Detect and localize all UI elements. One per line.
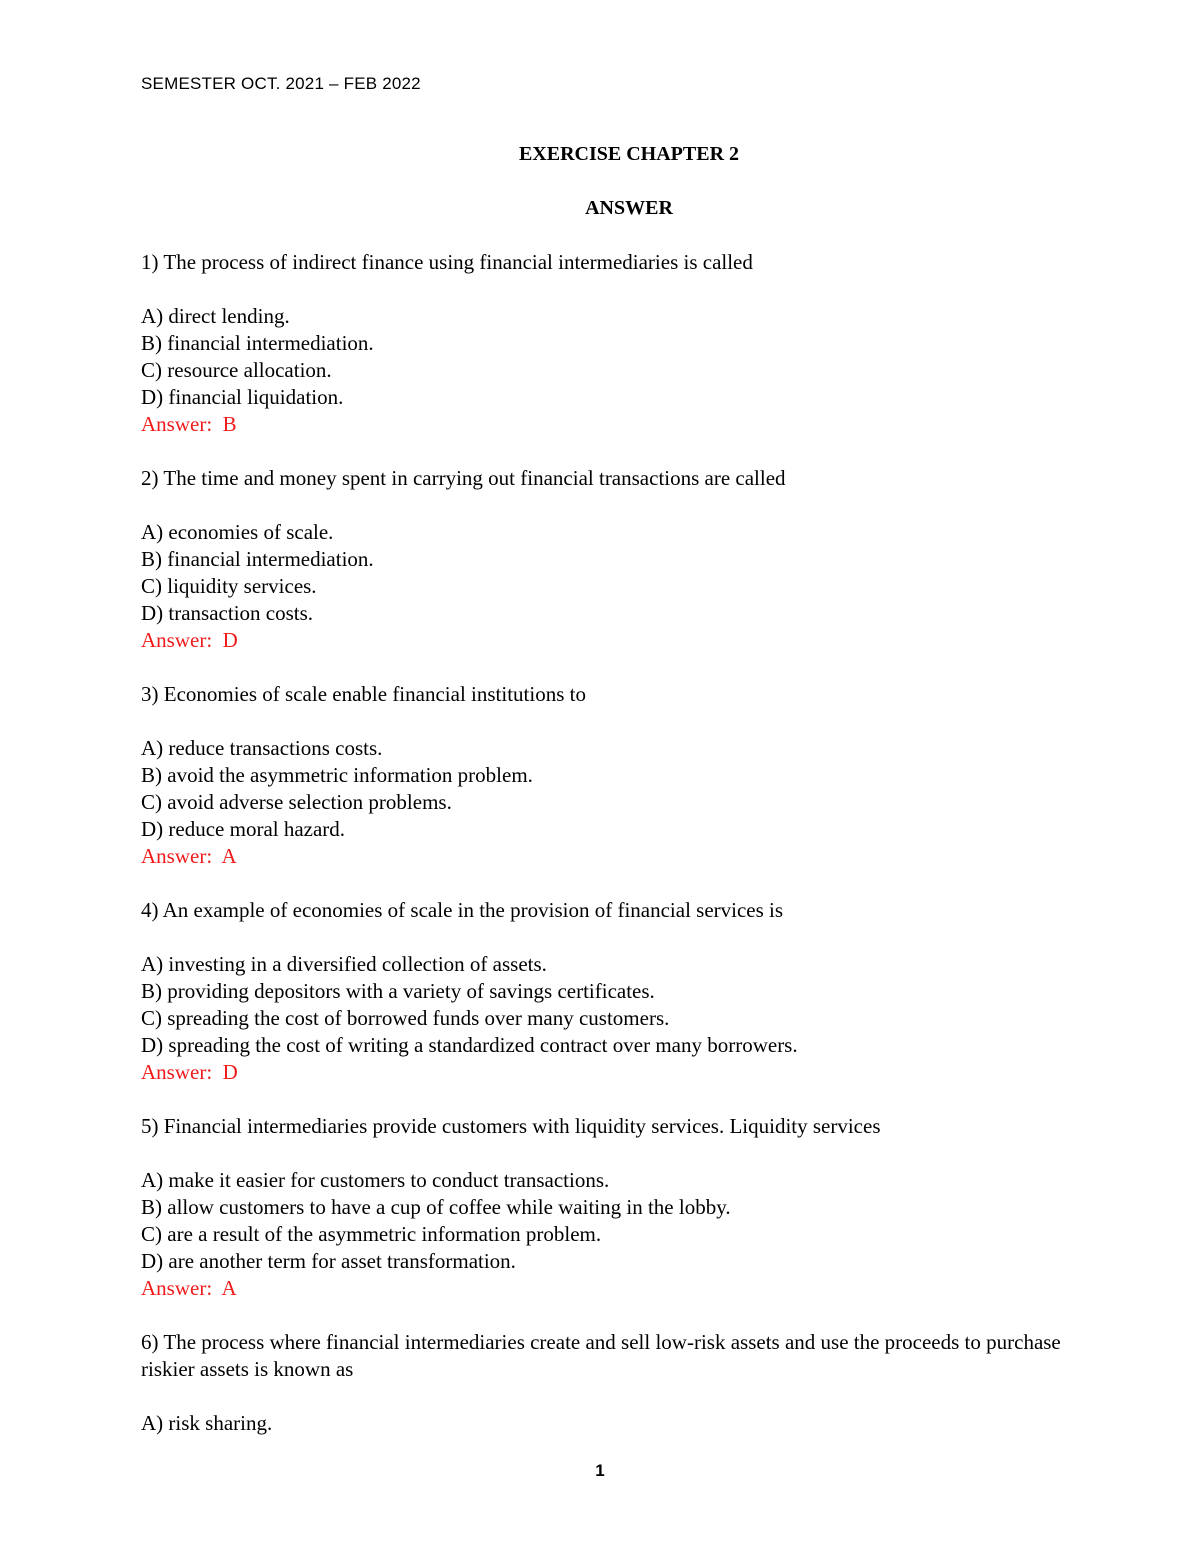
option-d: D) spreading the cost of writing a standardized contract over many borrowers. — [141, 1033, 798, 1057]
answer-text: Answer: D — [141, 1060, 238, 1084]
options-list — [141, 951, 1081, 1086]
question-text: 3) Economies of scale enable financial institutions to — [141, 682, 586, 706]
option-b: B) financial intermediation. — [141, 331, 374, 355]
options-list — [141, 1410, 1081, 1437]
answer-text: Answer: A — [141, 844, 237, 868]
question-text: 5) Financial intermediaries provide customers with liquidity services. Liquidity services — [141, 1114, 881, 1138]
option-a: A) investing in a diversified collection of assets. — [141, 952, 547, 976]
question-text: 4) An example of economies of scale in the provision of financial services is — [141, 898, 784, 922]
option-b: B) avoid the asymmetric information problem. — [141, 763, 533, 787]
option-c: C) are a result of the asymmetric information problem. — [141, 1222, 602, 1246]
options-list — [141, 735, 1081, 870]
question-text: 2) The time and money spent in carrying out financial transactions are called — [141, 466, 786, 490]
option-d: D) reduce moral hazard. — [141, 817, 346, 841]
option-c: C) avoid adverse selection problems. — [141, 790, 452, 814]
question-2 — [141, 465, 1081, 654]
answer-text: Answer: B — [141, 412, 237, 436]
option-d: D) are another term for asset transformation. — [141, 1249, 516, 1273]
answer-text: Answer: D — [141, 628, 238, 652]
question-text: 6) The process where financial intermediaries create and sell low-risk assets and use the proceeds to purchase riskier assets is known as — [141, 1330, 1061, 1381]
option-c: C) resource allocation. — [141, 358, 332, 382]
option-a: A) reduce transactions costs. — [141, 736, 383, 760]
option-c: C) liquidity services. — [141, 574, 317, 598]
question-text: 1) The process of indirect finance using financial intermediaries is called — [141, 250, 753, 274]
option-c: C) spreading the cost of borrowed funds over many customers. — [141, 1006, 670, 1030]
question-4 — [141, 897, 1081, 1086]
option-a: A) economies of scale. — [141, 520, 334, 544]
options-list — [141, 303, 1081, 438]
question-1 — [141, 249, 1081, 438]
option-a: A) risk sharing. — [141, 1411, 273, 1435]
question-5 — [141, 1113, 1081, 1302]
option-a: A) make it easier for customers to conduct transactions. — [141, 1168, 610, 1192]
question-6 — [141, 1329, 1081, 1437]
option-d: D) financial liquidation. — [141, 385, 344, 409]
answer-text: Answer: A — [141, 1276, 237, 1300]
option-b: B) allow customers to have a cup of coffee while waiting in the lobby. — [141, 1195, 731, 1219]
document-body — [141, 141, 1081, 1437]
option-b: B) financial intermediation. — [141, 547, 374, 571]
question-3 — [141, 681, 1081, 870]
page-number: 1 — [595, 1461, 605, 1480]
option-a: A) direct lending. — [141, 304, 290, 328]
semester-header: SEMESTER OCT. 2021 – FEB 2022 — [141, 74, 421, 93]
option-d: D) transaction costs. — [141, 601, 314, 625]
document-subtitle: ANSWER — [585, 197, 673, 219]
options-list — [141, 1167, 1081, 1302]
document-title: EXERCISE CHAPTER 2 — [518, 143, 740, 165]
options-list — [141, 519, 1081, 654]
option-b: B) providing depositors with a variety of savings certificates. — [141, 979, 655, 1003]
